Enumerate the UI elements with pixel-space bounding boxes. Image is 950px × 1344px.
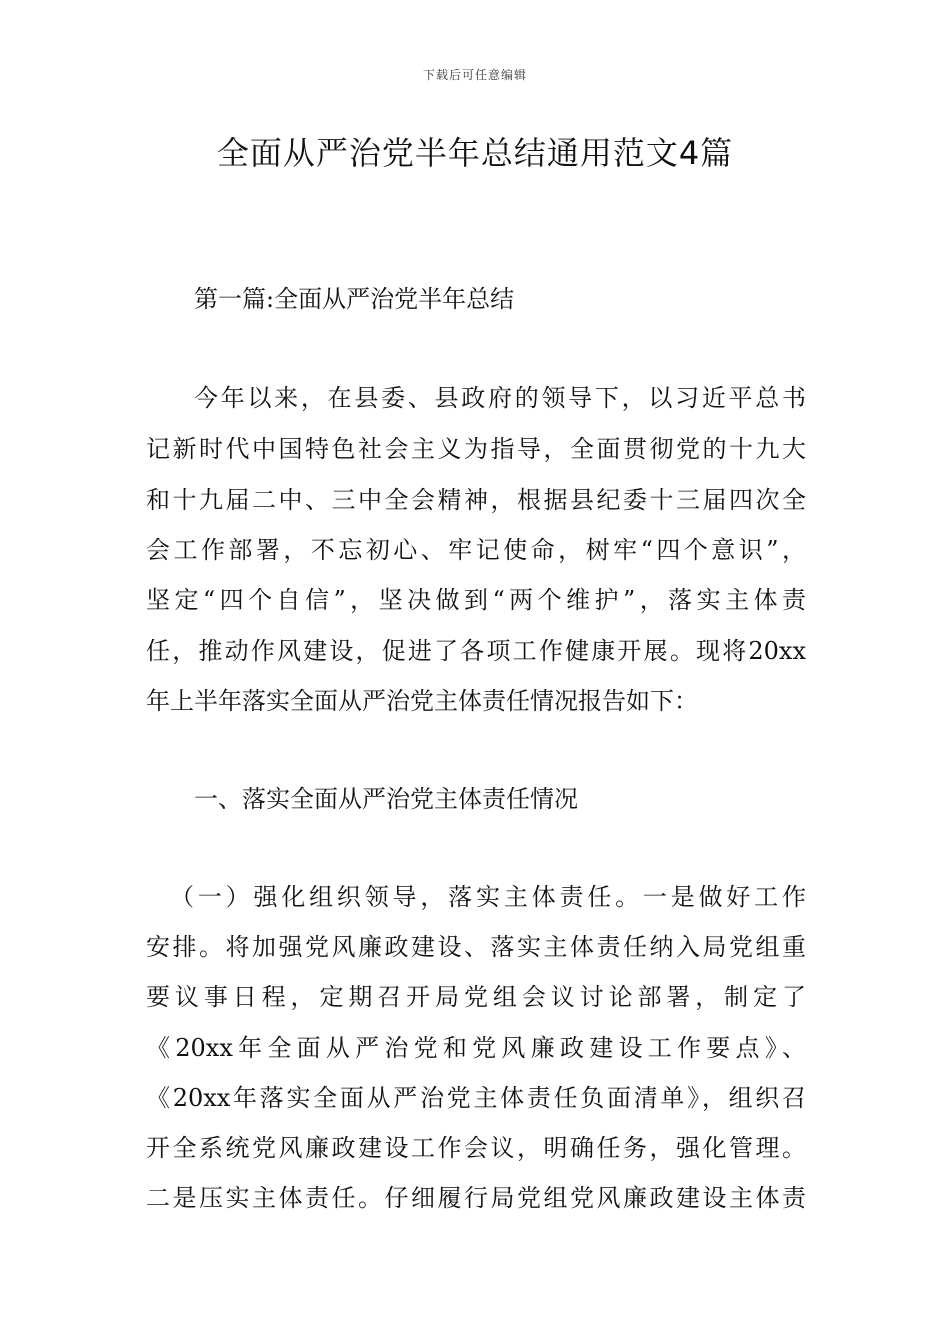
document-title: 全面从严治党半年总结通用范文4篇 [216, 134, 734, 172]
section-heading: 第一篇:全面从严治党半年总结 [194, 285, 515, 313]
paragraph-line: 任，推动作风建设，促进了各项工作健康开展。现将20xx [146, 637, 806, 665]
paragraph-line: 会工作部署，不忘初心、牢记使命，树牢“四个意识”， [146, 536, 806, 564]
paragraph-line: 年上半年落实全面从严治党主体责任情况报告如下： [146, 687, 698, 715]
paragraph-line: 二是压实主体责任。仔细履行局党组党风廉政建设主体责 [146, 1184, 806, 1212]
paragraph-line: （一）强化组织领导，落实主体责任。一是做好工作 [170, 883, 806, 911]
paragraph-line: 《20xx年落实全面从严治党主体责任负面清单》，组织召 [146, 1084, 806, 1112]
paragraph-line: 《20xx年全面从严治党和党风廉政建设工作要点》、 [146, 1034, 806, 1062]
paragraph-line: 要议事日程，定期召开局党组会议讨论部署，制定了 [146, 983, 806, 1011]
paragraph-line: 今年以来，在县委、县政府的领导下，以习近平总书 [194, 384, 806, 412]
subheading: 一、落实全面从严治党主体责任情况 [194, 785, 578, 813]
paragraph-line: 开全系统党风廉政建设工作会议，明确任务，强化管理。 [146, 1134, 806, 1162]
paragraph-line: 安排。将加强党风廉政建设、落实主体责任纳入局党组重 [146, 933, 806, 961]
header-note: 下载后可任意编辑 [422, 68, 527, 82]
paragraph-line: 坚定“四个自信”，坚决做到“两个维护”，落实主体责 [146, 586, 806, 614]
paragraph-line: 和十九届二中、三中全会精神，根据县纪委十三届四次全 [146, 486, 806, 514]
paragraph-line: 记新时代中国特色社会主义为指导，全面贯彻党的十九大 [146, 435, 806, 463]
